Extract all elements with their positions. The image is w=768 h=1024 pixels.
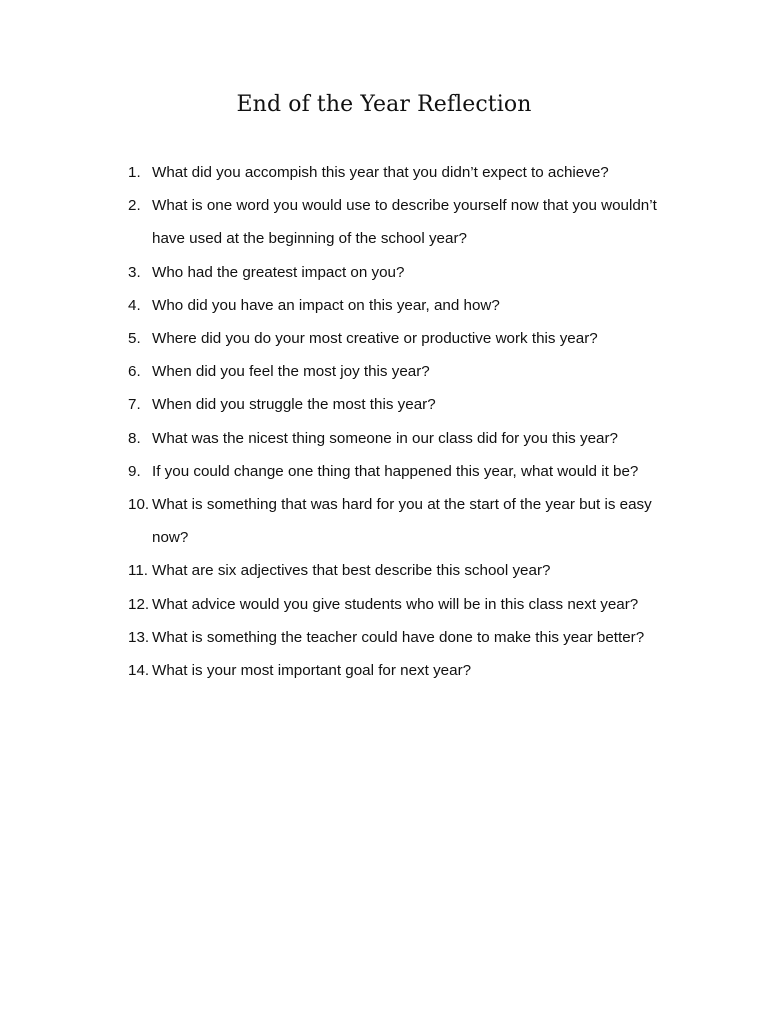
question-text: Who did you have an impact on this year, and how?: [152, 296, 500, 314]
question-text: What is something the teacher could have done to make this year better?: [152, 628, 645, 646]
question-number: 6.: [128, 363, 141, 381]
list-item: [128, 156, 688, 189]
question-text: If you could change one thing that happened this year, what would it be?: [152, 462, 639, 480]
question-text: Where did you do your most creative or productive work this year?: [152, 330, 598, 348]
list-item: [128, 189, 688, 255]
question-number: 5.: [128, 330, 141, 348]
question-text: What advice would you give students who will be in this class next year?: [152, 595, 639, 613]
question-text: When did you struggle the most this year?: [152, 396, 436, 414]
question-text: What is your most important goal for next year?: [152, 662, 472, 680]
list-item: [128, 455, 688, 488]
question-text: When did you feel the most joy this year?: [152, 363, 430, 381]
question-number: 2.: [128, 197, 141, 215]
question-text: What is one word you would use to describe yourself now that you wouldn’t have used at the beginning of the school year?: [152, 197, 657, 248]
list-item: [128, 488, 688, 554]
question-number: 7.: [128, 396, 141, 414]
list-item: [128, 388, 688, 421]
list-item: [128, 289, 688, 322]
list-item: [128, 322, 688, 355]
list-item: [128, 554, 688, 587]
question-number: 10.: [128, 496, 150, 514]
list-item: [128, 422, 688, 455]
question-number: 12.: [128, 595, 150, 613]
question-number: 13.: [128, 628, 150, 646]
list-item: [128, 654, 688, 687]
question-list: [128, 156, 688, 687]
list-item: [128, 256, 688, 289]
question-number: 4.: [128, 296, 141, 314]
list-item: [128, 621, 688, 654]
list-item: [128, 355, 688, 388]
question-number: 14.: [128, 662, 150, 680]
question-number: 3.: [128, 263, 141, 281]
question-text: What is something that was hard for you at the start of the year but is easy now?: [152, 496, 652, 547]
question-number: 11.: [128, 562, 148, 580]
list-item: [128, 588, 688, 621]
question-text: What was the nicest thing someone in our class did for you this year?: [152, 429, 618, 447]
page-title: End of the Year Reflection: [236, 92, 532, 117]
question-number: 8.: [128, 429, 141, 447]
question-text: Who had the greatest impact on you?: [152, 263, 405, 281]
question-number: 1.: [128, 164, 141, 181]
question-number: 9.: [128, 462, 141, 480]
question-text: What did you accompish this year that you didn’t expect to achieve?: [152, 164, 609, 181]
question-text: What are six adjectives that best describe this school year?: [152, 562, 551, 580]
